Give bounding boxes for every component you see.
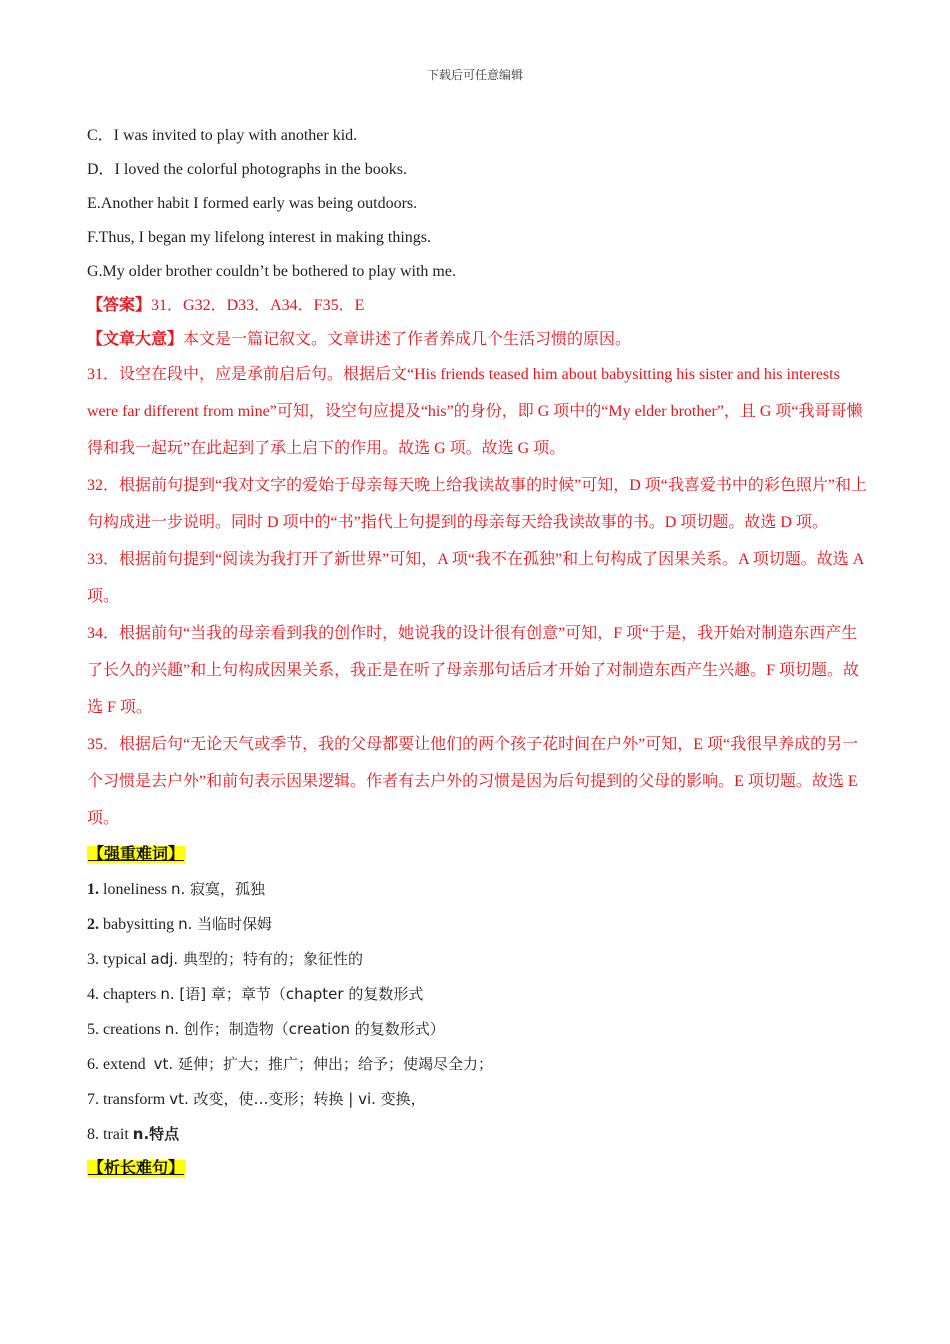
option-g: G.My older brother couldn’t be bothered to play with me. — [87, 263, 456, 280]
vocab-number: 3. — [87, 951, 99, 968]
vocab-item — [87, 984, 867, 1005]
vocab-number: 7. — [87, 1091, 99, 1108]
vocab-item — [87, 879, 867, 900]
vocab-definition: n. [语] 章；章节（chapter 的复数形式 — [160, 985, 424, 1003]
vocab-list — [87, 879, 867, 1145]
explanation-34: 34．根据前句“当我的母亲看到我的创作时，她说我的设计很有创意”可知，F 项“于是，我开始对制造东西产生了长久的兴趣”和上句构成因果关系，我正是在听了母亲那句话后才开始了对制造东西产生兴趣。F 项切题。故选 F 项。 — [87, 625, 860, 716]
vocab-number: 6. — [87, 1056, 99, 1073]
sentence-heading-line — [87, 1159, 867, 1179]
option-d: D．I loved the colorful photographs in the books. — [87, 161, 407, 178]
summary-tag: 【文章大意】 — [87, 331, 184, 348]
option-e: E.Another habit I formed early was being outdoors. — [87, 195, 418, 212]
vocab-definition: vt. 改变，使…变形；转换 | vi. 变换， — [169, 1090, 426, 1108]
vocab-heading-line — [87, 845, 867, 865]
answer-line — [87, 296, 867, 316]
vocab-number: 5. — [87, 1021, 99, 1038]
document-body — [87, 126, 867, 1179]
vocab-number: 2. — [87, 916, 99, 933]
answer-text: 31．G32．D33．A34．F35．E — [151, 297, 365, 314]
vocab-item — [87, 1054, 867, 1075]
vocab-definition: n. 当临时保姆 — [178, 915, 273, 933]
explanation-33: 33．根据前句提到“阅读为我打开了新世界”可知，A 项“我不在孤独”和上句构成了因果关系。A 项切题。故选 A 项。 — [87, 551, 864, 605]
vocab-item — [87, 1124, 867, 1145]
answer-tag: 【答案】 — [87, 297, 152, 314]
summary-text: 本文是一篇记叙文。文章讲述了作者养成几个生活习惯的原因。 — [183, 331, 632, 348]
option-c: C．I was invited to play with another kid. — [87, 127, 358, 144]
vocab-word: creations — [99, 1021, 165, 1038]
summary-line — [87, 330, 867, 350]
vocab-word: chapters — [99, 986, 161, 1003]
explanation-31: 31．设空在段中，应是承前启后句。根据后文“His friends teased him about babysitting his sister and his interests were far different from mine”可知，设空句应提及“his”的身份，即 G 项中的“My elder brother”，且 G 项“我哥哥懒得和我一起玩”在此起到了承上启下的作用。故选 G 项。故选 G 项。 — [87, 366, 863, 457]
vocab-definition: adj. 典型的；特有的；象征性的 — [150, 950, 363, 968]
vocab-item — [87, 1089, 867, 1110]
vocab-definition: n.特点 — [132, 1125, 180, 1143]
vocab-word: loneliness — [99, 881, 171, 898]
vocab-item — [87, 949, 867, 970]
option-f: F.Thus, I began my lifelong interest in making things. — [87, 229, 432, 246]
vocab-number: 1. — [87, 881, 99, 898]
vocab-item — [87, 914, 867, 935]
vocab-word: trait — [99, 1126, 133, 1143]
vocab-number: 8. — [87, 1126, 99, 1143]
vocab-word: transform — [99, 1091, 170, 1108]
explanation-35: 35．根据后句“无论天气或季节，我的父母都要让他们的两个孩子花时间在户外”可知，E 项“我很早养成的另一个习惯是去户外”和前句表示因果逻辑。作者有去户外的习惯是因为后句提到的父母的影响。E 项切题。故选 E 项。 — [87, 736, 859, 827]
vocab-item — [87, 1019, 867, 1040]
sentence-heading: 【析长难句】 — [88, 1160, 185, 1177]
vocab-heading: 【强重难词】 — [88, 846, 185, 863]
vocab-word: extend — [99, 1056, 154, 1073]
vocab-word: babysitting — [99, 916, 179, 933]
vocab-definition: vt. 延伸；扩大；推广；伸出；给予；使竭尽全力； — [153, 1055, 493, 1073]
vocab-word: typical — [99, 951, 151, 968]
explanation-32: 32．根据前句提到“我对文字的爱始于母亲每天晚上给我读故事的时候”可知，D 项“我喜爱书中的彩色照片”和上句构成进一步说明。同时 D 项中的“书”指代上句提到的母亲每天给我读故事的书。D 项切题。故选 D 项。 — [87, 477, 867, 531]
vocab-definition: n. 寂寞，孤独 — [171, 880, 266, 898]
vocab-definition: n. 创作；制造物（creation 的复数形式） — [164, 1020, 445, 1038]
vocab-number: 4. — [87, 986, 99, 1003]
page-header: 下载后可任意编辑 — [426, 68, 523, 82]
